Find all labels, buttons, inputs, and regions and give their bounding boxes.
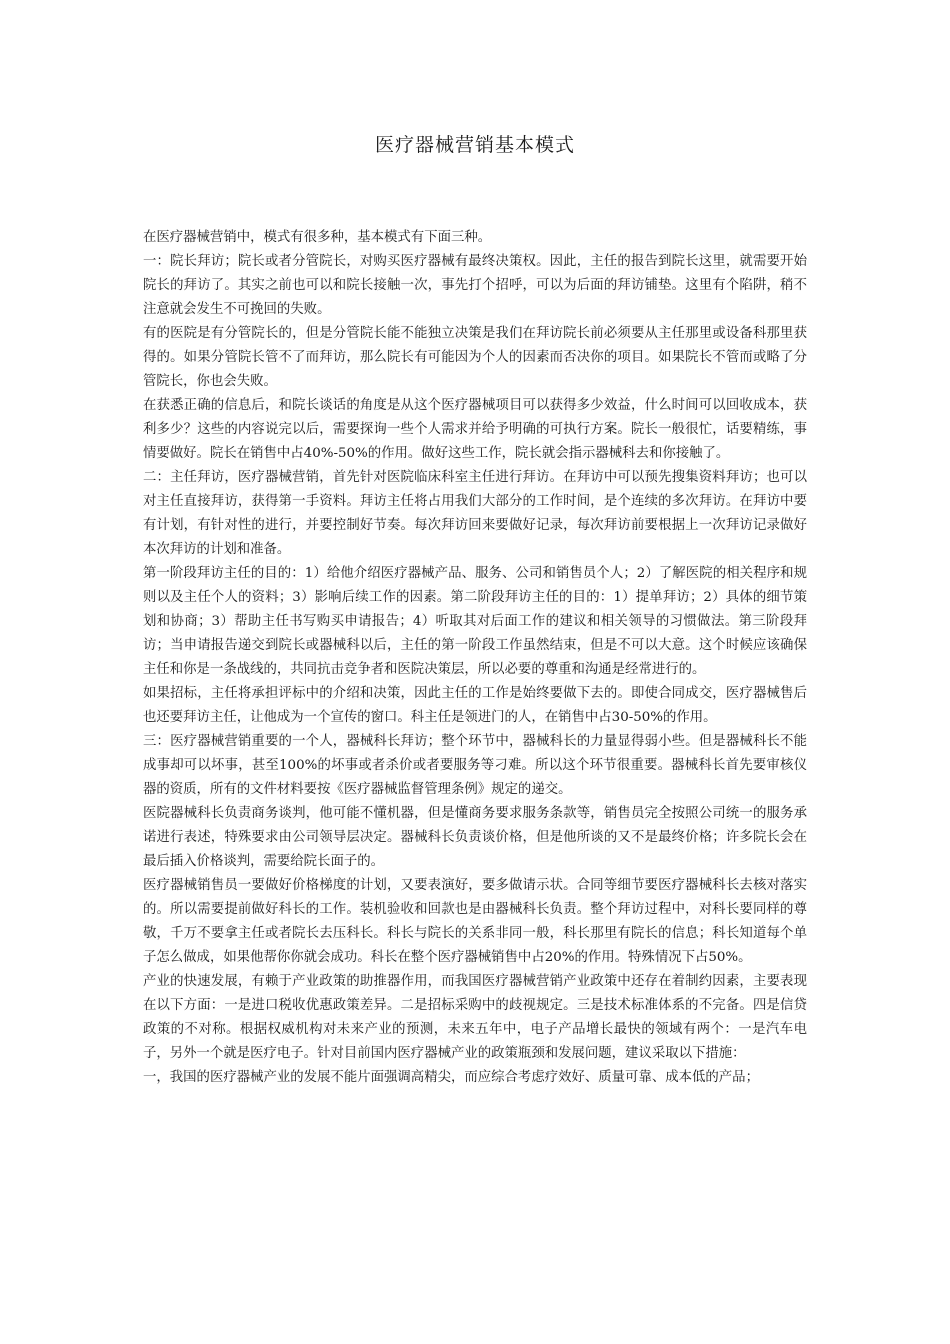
paragraph-sales-rep: 医疗器械销售员一要做好价格梯度的计划，又要表演好，要多做请示状。合同等细节要医疗器械科长去核对落实的。所以需要提前做好科长的工作。装机验收和回款也是由器械科长负责。整个拜访过程中，对科长要同样的尊敬，千万不要拿主任或者院长去压科长。科长与院长的关系非同一般，科长那里有院长的信息；科长知道每个单子怎么做成，如果他帮你你就会成功。科长在整个医疗器械销售中占20%的作用。特殊情况下占50%。 — [143, 878, 807, 965]
paragraph-bidding: 如果招标，主任将承担评标中的介绍和决策，因此主任的工作是始终要做下去的。即使合同成交，医疗器械售后也还要拜访主任，让他成为一个宣传的窗口。科主任是领进门的人，在销售中占30-50%的作用。 — [143, 686, 807, 725]
document-body — [143, 226, 807, 1090]
paragraph-deputy-dean: 有的医院是有分管院长的，但是分管院长能不能独立决策是我们在拜访院长前必须要从主任那里或设备科那里获得的。如果分管院长管不了而拜访，那么院长有可能因为个人的因素而否决你的项目。如果院长不管而或略了分管院长，你也会失败。 — [143, 326, 807, 389]
paragraph-dean-visit: 一：院长拜访；院长或者分管院长，对购买医疗器械有最终决策权。因此，主任的报告到院长这里，就需要开始院长的拜访了。其实之前也可以和院长接触一次，事先打个招呼，可以为后面的拜访铺垫。这里有个陷阱，稍不注意就会发生不可挽回的失败。 — [143, 254, 807, 317]
document-title: 医疗器械营销基本模式 — [374, 134, 575, 156]
paragraph-business-negotiation: 医院器械科长负责商务谈判，他可能不懂机器，但是懂商务要求服务条款等，销售员完全按照公司统一的服务承诺进行表述，特殊要求由公司领导层决定。器械科长负责谈价格，但是他所谈的又不是最终价格；许多院长会在最后插入价格谈判，需要给院长面子的。 — [143, 806, 807, 869]
paragraph-dean-conversation: 在获悉正确的信息后，和院长谈话的角度是从这个医疗器械项目可以获得多少效益，什么时间可以回收成本，获利多少？这些的内容说完以后，需要探询一些个人需求并给予明确的可执行方案。院长一般很忙，话要精练，事情要做好。院长在销售中占40%-50%的作用。做好这些工作，院长就会指示器械科去和你接触了。 — [143, 398, 807, 461]
paragraph-industry-policy: 产业的快速发展，有赖于产业政策的助推器作用，而我国医疗器械营销产业政策中还存在着制约因素，主要表现在以下方面：一是进口税收优惠政策差异。二是招标采购中的歧视规定。三是技术标准体系的不完备。四是信贷政策的不对称。根据权威机构对未来产业的预测，未来五年中，电子产品增长最快的领域有两个：一是汽车电子，另外一个就是医疗电子。针对目前国内医疗器械产业的政策瓶颈和发展问题，建议采取以下措施： — [143, 974, 807, 1061]
paragraph-equipment-chief: 三：医疗器械营销重要的一个人，器械科长拜访；整个环节中，器械科长的力量显得弱小些。但是器械科长不能成事却可以坏事，甚至100%的坏事或者杀价或者要服务等刁难。所以这个环节很重要。器械科长首先要审核仪器的资质，所有的文件材料要按《医疗器械监督管理条例》规定的递交。 — [143, 734, 807, 797]
paragraph-director-visit: 二：主任拜访，医疗器械营销，首先针对医院临床科室主任进行拜访。在拜访中可以预先搜集资料拜访；也可以对主任直接拜访，获得第一手资料。拜访主任将占用我们大部分的工作时间，是个连续的多次拜访。在拜访中要有计划，有针对性的进行，并要控制好节奏。每次拜访回来要做好记录，每次拜访前要根据上一次拜访记录做好本次拜访的计划和准备。 — [143, 470, 807, 557]
paragraph-measure-one: 一，我国的医疗器械产业的发展不能片面强调高精尖，而应综合考虑疗效好、质量可靠、成本低的产品； — [143, 1070, 759, 1085]
paragraph-intro: 在医疗器械营销中，模式有很多种，基本模式有下面三种。 — [143, 230, 492, 245]
paragraph-visit-stages: 第一阶段拜访主任的目的：1）给他介绍医疗器械产品、服务、公司和销售员个人；2）了解医院的相关程序和规则以及主任个人的资料；3）影响后续工作的因素。第二阶段拜访主任的目的：1）提单拜访；2）具体的细节策划和协商；3）帮助主任书写购买申请报告；4）听取其对后面工作的建议和相关领导的习惯做法。第三阶段拜访；当申请报告递交到院长或器械科以后，主任的第一阶段工作虽然结束，但是不可以大意。这个时候应该确保主任和你是一条战线的，共同抗击竞争者和医院决策层，所以必要的尊重和沟通是经常进行的。 — [143, 566, 807, 677]
